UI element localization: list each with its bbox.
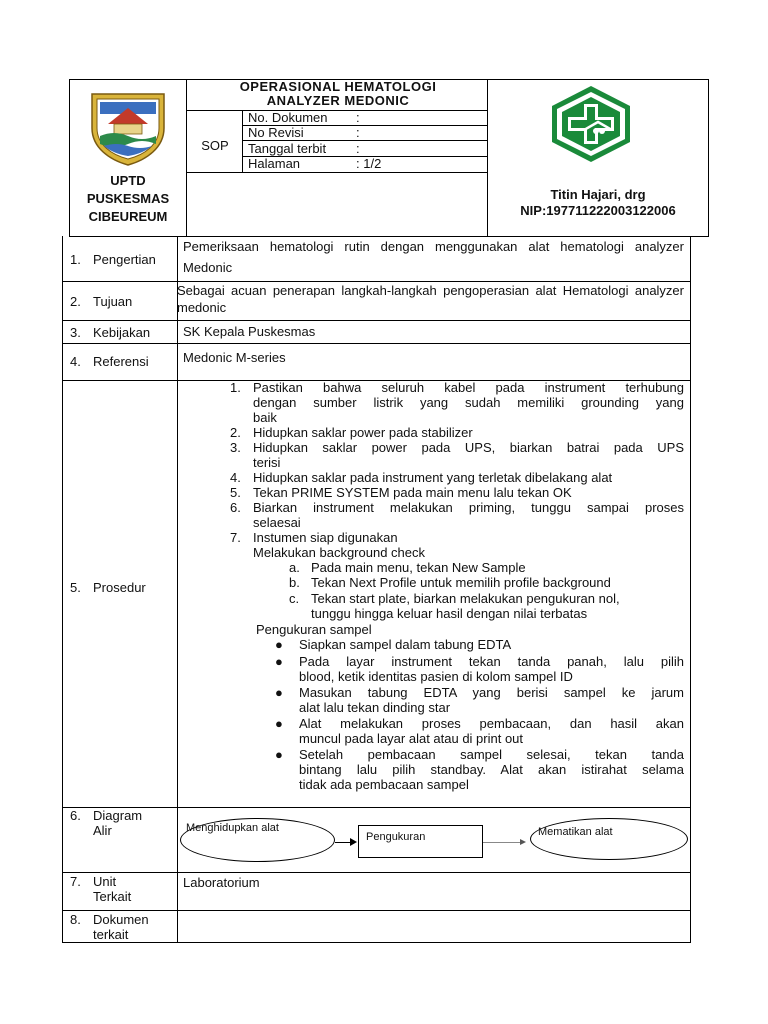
- substep-letter: c.: [289, 591, 300, 606]
- section-number: 1.: [70, 252, 81, 267]
- bullet-text: blood, ketik identitas pasien di kolom sampel ID: [299, 669, 573, 684]
- step-text: dengan sumber listrik yang sudah memiliki grounding yang: [253, 395, 684, 410]
- bullet-icon: ●: [275, 654, 283, 669]
- section-number: 7.: [70, 874, 81, 889]
- section-number: 5.: [70, 580, 81, 595]
- bullet-icon: ●: [275, 716, 283, 731]
- meta-value: :: [356, 110, 360, 125]
- bullet-text: alat lalu tekan dinding star: [299, 700, 451, 715]
- meta-label: No. Dokumen: [248, 110, 328, 125]
- section-label-2: Terkait: [93, 889, 132, 904]
- step-text: Hidupkan saklar pada instrument yang terletak dibelakang alat: [253, 470, 613, 485]
- kebijakan-text: SK Kepala Puskesmas: [183, 324, 316, 339]
- step-number: 3.: [230, 440, 241, 455]
- section-number: 3.: [70, 325, 81, 340]
- flow-arrow-icon: [350, 838, 357, 846]
- pengertian-text: Pemeriksaan hematologi rutin dengan menggunakan alat hematologi analyzer Medonic: [183, 239, 684, 275]
- bullet-icon: ●: [275, 637, 283, 652]
- section-label: Pengertian: [93, 252, 156, 267]
- step-text: Hidupkan saklar power pada stabilizer: [253, 425, 473, 440]
- unit-terkait-text: Laboratorium: [183, 875, 260, 890]
- bullet-text: Masukan tabung EDTA yang berisi sampel ke jarum: [299, 685, 684, 700]
- meta-value: : 1/2: [356, 156, 382, 171]
- meta-label: Halaman: [248, 156, 301, 171]
- section-label: Unit: [93, 874, 117, 889]
- step-number: 5.: [230, 485, 241, 500]
- background-check-title: Melakukan background check: [253, 545, 425, 560]
- bullet-text: Pada layar instrument tekan tanda panah, lalu pilih: [299, 654, 684, 669]
- flow-connector: [483, 842, 523, 843]
- section-number: 2.: [70, 294, 81, 309]
- org-line-1: UPTD: [110, 173, 146, 188]
- step-text: Tekan PRIME SYSTEM pada main menu lalu tekan OK: [253, 485, 572, 500]
- flow-node-start-label: Menghidupkan alat: [186, 822, 279, 834]
- substep-text: Tekan start plate, biarkan melakukan pengukuran nol,: [311, 591, 620, 606]
- step-text: Pastikan bahwa seluruh kabel pada instrument terhubung: [253, 380, 684, 395]
- meta-label: Tanggal terbit: [248, 141, 327, 156]
- org-line-3: CIBEUREUM: [88, 209, 168, 224]
- section-number: 6.: [70, 808, 81, 823]
- title-line-1: OPERASIONAL HEMATOLOGI: [239, 79, 437, 94]
- step-number: 7.: [230, 530, 241, 545]
- sample-measurement-title: Pengukuran sampel: [256, 622, 372, 637]
- flow-arrow-icon: [520, 839, 526, 845]
- flow-node-end: [530, 818, 688, 860]
- bullet-icon: ●: [275, 685, 283, 700]
- step-text: terisi: [253, 455, 281, 470]
- step-text: Instumen siap digunakan: [253, 530, 398, 545]
- bullet-text: bintang lalu pilih standbay. Alat akan istirahat selama: [299, 762, 684, 777]
- substep-letter: a.: [289, 560, 300, 575]
- section-label: Referensi: [93, 354, 149, 369]
- section-number: 4.: [70, 354, 81, 369]
- bullet-text: Alat melakukan proses pembacaan, dan hasil akan: [299, 716, 684, 731]
- org-line-2: PUSKESMAS: [86, 191, 170, 206]
- signer-nip: NIP:197711222003122006: [520, 203, 676, 218]
- step-text: Biarkan instrument melakukan priming, tunggu sampai proses: [253, 500, 684, 515]
- section-number: 8.: [70, 912, 81, 927]
- flow-node-end-label: Mematikan alat: [538, 826, 613, 838]
- substep-text: Pada main menu, tekan New Sample: [311, 560, 526, 575]
- bullet-text: Setelah pembacaan sampel selesai, tekan tanda: [299, 747, 684, 762]
- substep-text: tunggu hingga keluar hasil dengan nilai terbatas: [311, 606, 588, 621]
- section-label-2: Alir: [93, 823, 112, 838]
- substep-text: Tekan Next Profile untuk memilih profile background: [311, 575, 611, 590]
- bullet-text: muncul pada layar alat atau di print out: [299, 731, 524, 746]
- section-label-2: terkait: [93, 927, 129, 942]
- section-label: Diagram: [93, 808, 143, 823]
- title-line-2: ANALYZER MEDONIC: [266, 93, 410, 108]
- step-number: 2.: [230, 425, 241, 440]
- bullet-icon: ●: [275, 747, 283, 762]
- flow-node-process-label: Pengukuran: [366, 831, 426, 843]
- step-number: 1.: [230, 380, 241, 395]
- step-text: baik: [253, 410, 277, 425]
- document-title: [188, 80, 488, 108]
- section-label: Kebijakan: [93, 325, 151, 340]
- sop-label: SOP: [201, 138, 229, 153]
- referensi-text: Medonic M-series: [183, 350, 286, 365]
- organization-name: [70, 172, 186, 226]
- section-label: Prosedur: [93, 580, 146, 595]
- substep-letter: b.: [289, 575, 300, 590]
- step-number: 6.: [230, 500, 241, 515]
- puskesmas-logo: [548, 84, 634, 164]
- section-label: Dokumen: [93, 912, 149, 927]
- meta-value: :: [356, 125, 360, 140]
- bullet-text: tidak ada pembacaan sampel: [299, 777, 469, 792]
- tujuan-text: Sebagai acuan penerapan langkah-langkah pengoperasian alat Hematologi analyzer medonic: [177, 283, 684, 315]
- meta-value: :: [356, 141, 360, 156]
- step-number: 4.: [230, 470, 241, 485]
- step-text: Hidupkan saklar power pada UPS, biarkan batrai pada UPS: [253, 440, 684, 455]
- section-label: Tujuan: [93, 294, 133, 309]
- meta-label: No Revisi: [248, 125, 304, 140]
- signer-block: [488, 187, 708, 219]
- region-logo: [86, 88, 170, 166]
- bullet-text: Siapkan sampel dalam tabung EDTA: [299, 637, 512, 652]
- signer-name: Titin Hajari, drg: [550, 187, 646, 202]
- step-text: selaesai: [253, 515, 301, 530]
